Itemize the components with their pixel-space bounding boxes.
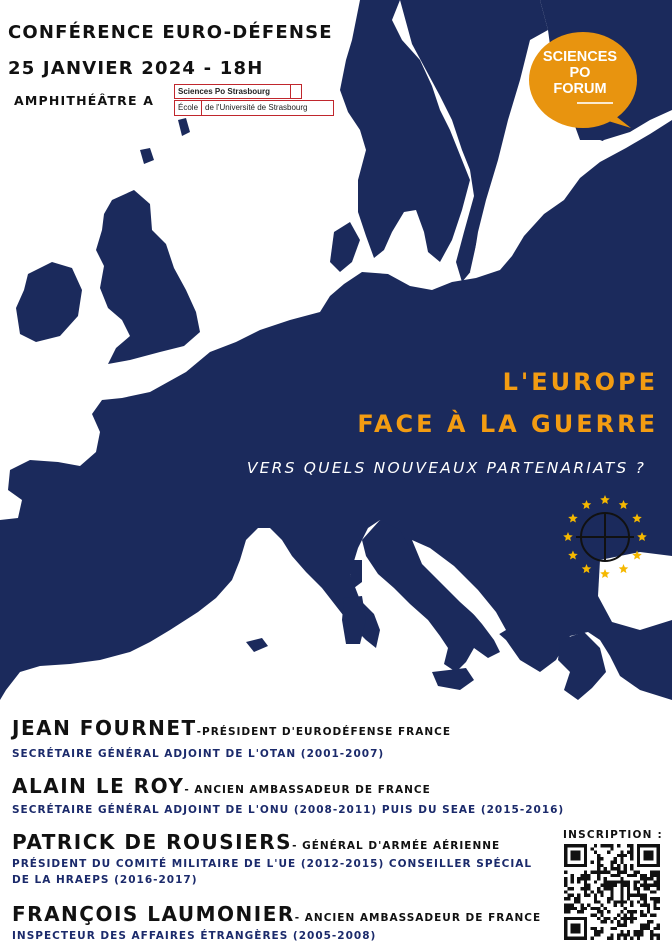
speaker-3-detail-2: DE LA HRAEPS (2016-2017) bbox=[12, 874, 198, 886]
speaker-2-name: ALAIN LE ROY bbox=[12, 774, 185, 798]
forum-line3: FORUM bbox=[553, 81, 607, 97]
star-icon bbox=[619, 564, 629, 573]
logo-line2 bbox=[174, 100, 334, 116]
logo-cell bbox=[290, 84, 302, 99]
star-icon bbox=[600, 569, 610, 578]
star-icon bbox=[632, 551, 642, 560]
speaker-4-detail: INSPECTEUR DES AFFAIRES ÉTRANGÈRES (2005-2008) bbox=[12, 930, 377, 942]
speaker-4 bbox=[12, 902, 541, 926]
speaker-3-role: - GÉNÉRAL D'ARMÉE AÉRIENNE bbox=[292, 840, 501, 852]
speaker-4-role: - ANCIEN AMBASSADEUR DE FRANCE bbox=[294, 912, 542, 924]
logo-line2b: de l'Université de Strasbourg bbox=[205, 103, 308, 112]
speaker-1-detail: SECRÉTAIRE GÉNÉRAL ADJOINT DE L'OTAN (2001-2007) bbox=[12, 748, 385, 760]
speaker-1-role: -PRÉSIDENT D'EURODÉFENSE FRANCE bbox=[196, 726, 452, 738]
forum-line1: SCIENCES bbox=[542, 49, 618, 65]
speaker-3 bbox=[12, 830, 500, 854]
qr-code-icon[interactable] bbox=[564, 844, 660, 940]
title-line1: L'EUROPE bbox=[502, 368, 658, 396]
title-line2: FACE À LA GUERRE bbox=[357, 410, 658, 438]
speaker-2 bbox=[12, 774, 431, 798]
star-icon bbox=[600, 495, 610, 504]
star-icon bbox=[563, 532, 573, 541]
star-icon bbox=[568, 514, 578, 523]
forum-line2: PO bbox=[569, 65, 591, 81]
speaker-4-name: FRANÇOIS LAUMONIER bbox=[12, 902, 295, 926]
sciences-po-strasbourg-logo bbox=[174, 84, 334, 118]
speaker-2-role: - ANCIEN AMBASSADEUR DE FRANCE bbox=[184, 784, 431, 796]
logo-line2a: École bbox=[178, 103, 199, 112]
event-date: 25 JANVIER 2024 - 18H bbox=[8, 58, 264, 79]
star-icon bbox=[637, 532, 647, 541]
event-title: CONFÉRENCE EURO-DÉFENSE bbox=[8, 22, 333, 43]
inscription-label: INSCRIPTION : bbox=[563, 829, 663, 841]
speaker-1-name: JEAN FOURNET bbox=[12, 716, 197, 740]
event-venue: AMPHITHÉÂTRE A bbox=[14, 93, 155, 108]
speaker-2-detail: SECRÉTAIRE GÉNÉRAL ADJOINT DE L'ONU (2008-2011) PUIS DU SEAE (2015-2016) bbox=[12, 804, 565, 816]
logo-line1: Sciences Po Strasbourg bbox=[174, 84, 290, 99]
subtitle: VERS QUELS NOUVEAUX PARTENARIATS ? bbox=[246, 459, 646, 477]
star-icon bbox=[568, 551, 578, 560]
star-icon bbox=[619, 500, 629, 509]
eurodefense-emblem-icon bbox=[562, 494, 648, 580]
star-icon bbox=[582, 564, 592, 573]
speaker-1 bbox=[12, 716, 451, 740]
star-icon bbox=[582, 500, 592, 509]
star-icon bbox=[632, 514, 642, 523]
speaker-3-name: PATRICK DE ROUSIERS bbox=[12, 830, 293, 854]
speaker-3-detail-1: PRÉSIDENT DU COMITÉ MILITAIRE DE L'UE (2012-2015) CONSEILLER SPÉCIAL bbox=[12, 858, 533, 870]
